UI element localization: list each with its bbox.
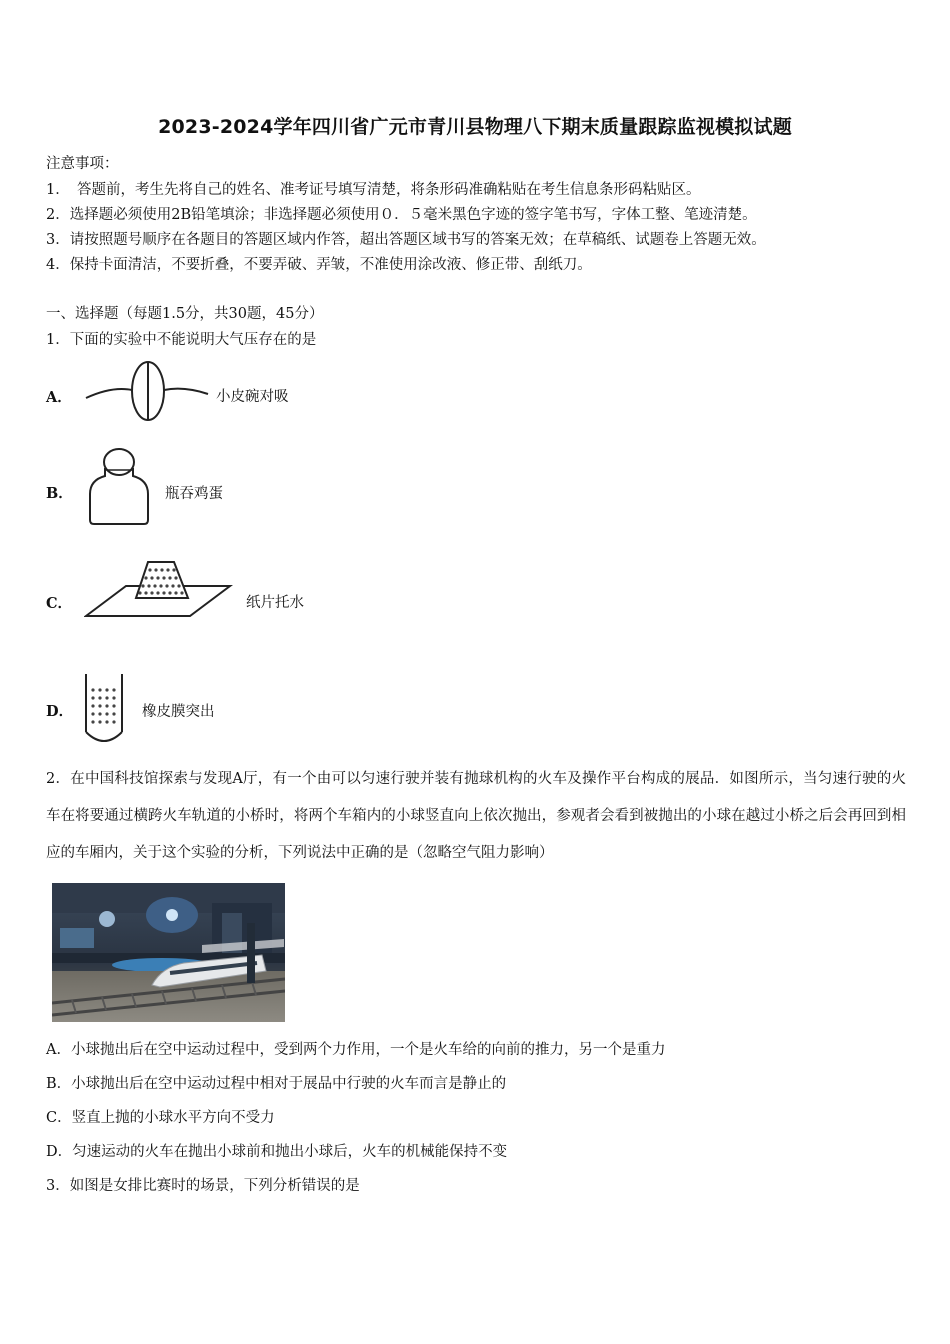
option-d-caption: 橡皮膜突出 bbox=[142, 704, 215, 720]
notice-item: 4．保持卡面清洁，不要折叠，不要弄破、弄皱，不准使用涂改液、修正带、刮纸刀。 bbox=[46, 257, 592, 273]
q2-option-c: C．竖直上抛的小球水平方向不受力 bbox=[46, 1110, 275, 1126]
question-3-stem: 3．如图是女排比赛时的场景，下列分析错误的是 bbox=[46, 1178, 360, 1194]
page-title: 2023-2024学年四川省广元市青川县物理八下期末质量跟踪监视模拟试题 bbox=[158, 116, 792, 138]
bottle-egg-icon bbox=[86, 446, 156, 530]
notice-heading: 注意事项： bbox=[46, 156, 119, 172]
q2-option-a: A．小球抛出后在空中运动过程中，受到两个力作用，一个是火车给的向前的推力，另一个是重力 bbox=[46, 1042, 666, 1058]
q2-option-b: B．小球抛出后在空中运动过程中相对于展品中行驶的火车而言是静止的 bbox=[46, 1076, 507, 1092]
option-a-caption: 小皮碗对吸 bbox=[216, 389, 289, 405]
question-1-stem: 1．下面的实验中不能说明大气压存在的是 bbox=[46, 332, 317, 348]
section-heading: 一、选择题（每题1.5分，共30题，45分） bbox=[46, 306, 324, 322]
suction-cups-icon bbox=[82, 360, 212, 424]
option-b-caption: 瓶吞鸡蛋 bbox=[165, 486, 223, 502]
option-d-label: D． bbox=[46, 703, 74, 720]
option-b-label: B． bbox=[46, 485, 73, 502]
notice-item: 2．选择题必须使用2B铅笔填涂；非选择题必须使用０．５毫米黑色字迹的签字笔书写，字体工整、笔迹清楚。 bbox=[46, 207, 757, 223]
option-c-caption: 纸片托水 bbox=[246, 595, 304, 611]
notice-item: 1． 答题前，考生先将自己的姓名、准考证号填写清楚，将条形码准确粘贴在考生信息条形码粘贴区。 bbox=[46, 182, 701, 198]
notice-item: 3．请按照题号顺序在各题目的答题区域内作答，超出答题区域书写的答案无效；在草稿纸、试题卷上答题无效。 bbox=[46, 232, 766, 248]
paper-holds-water-icon bbox=[84, 556, 234, 622]
option-c-label: C． bbox=[46, 595, 73, 612]
rubber-membrane-tube-icon bbox=[80, 670, 130, 750]
option-a-label: A． bbox=[46, 389, 72, 406]
question-2-stem: 2．在中国科技馆探索与发现A厅，有一个由可以匀速行驶并装有抛球机构的火车及操作平台构成的展品．如图所示，当匀速行驶的火车在将要通过横跨火车轨道的小桥时，将两个车箱内的小球竖直向上依次抛出，参观者会看到被抛出的小球在越过小桥之后会再回到相应的车厢内，关于这个实验的分析，下列说法中正确的是（忽略空气阻力影响） bbox=[46, 771, 906, 861]
q2-option-d: D．匀速运动的火车在抛出小球前和抛出小球后，火车的机械能保持不变 bbox=[46, 1144, 508, 1160]
train-exhibit-photo bbox=[52, 883, 285, 1022]
